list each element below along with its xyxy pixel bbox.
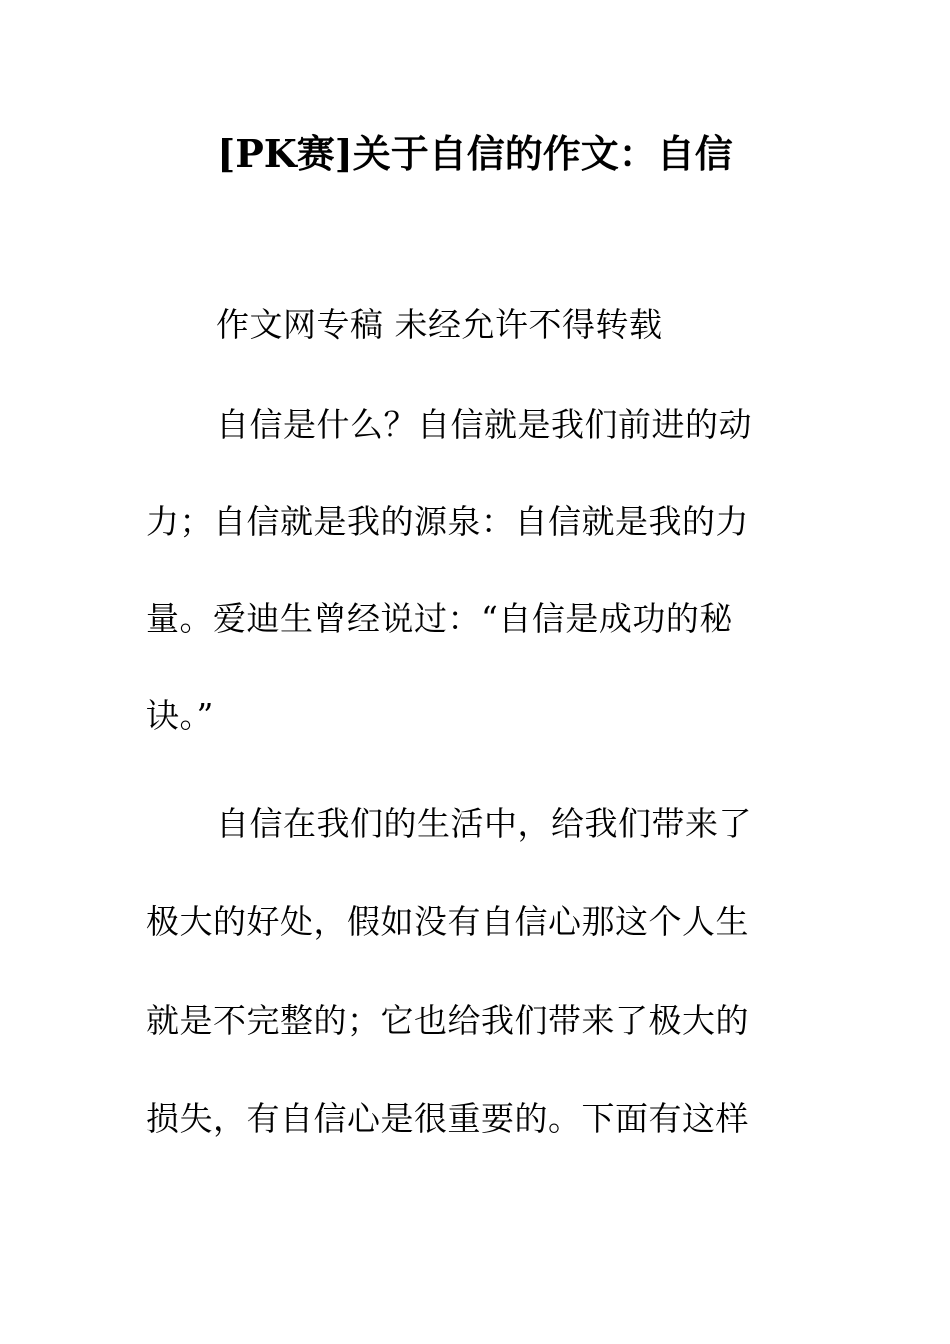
text-line: 力；自信就是我的源泉：自信就是我的力 xyxy=(146,502,749,541)
text-line: 作文网专稿 未经允许不得转载 xyxy=(216,305,663,344)
text-line: 自信在我们的生活中，给我们带来了 xyxy=(216,804,752,843)
text-line: 诀。” xyxy=(146,696,214,735)
document-title: [PK赛]关于自信的作文：自信 xyxy=(217,131,733,176)
text-line: 极大的好处，假如没有自信心那这个人生 xyxy=(146,902,749,941)
text-line: 量。爱迪生曾经说过：“自信是成功的秘 xyxy=(146,599,733,638)
text-line: 自信是什么？自信就是我们前进的动 xyxy=(216,405,752,444)
text-line: 就是不完整的；它也给我们带来了极大的 xyxy=(146,1001,749,1040)
text-line: 损失，有自信心是很重要的。下面有这样 xyxy=(146,1099,749,1138)
